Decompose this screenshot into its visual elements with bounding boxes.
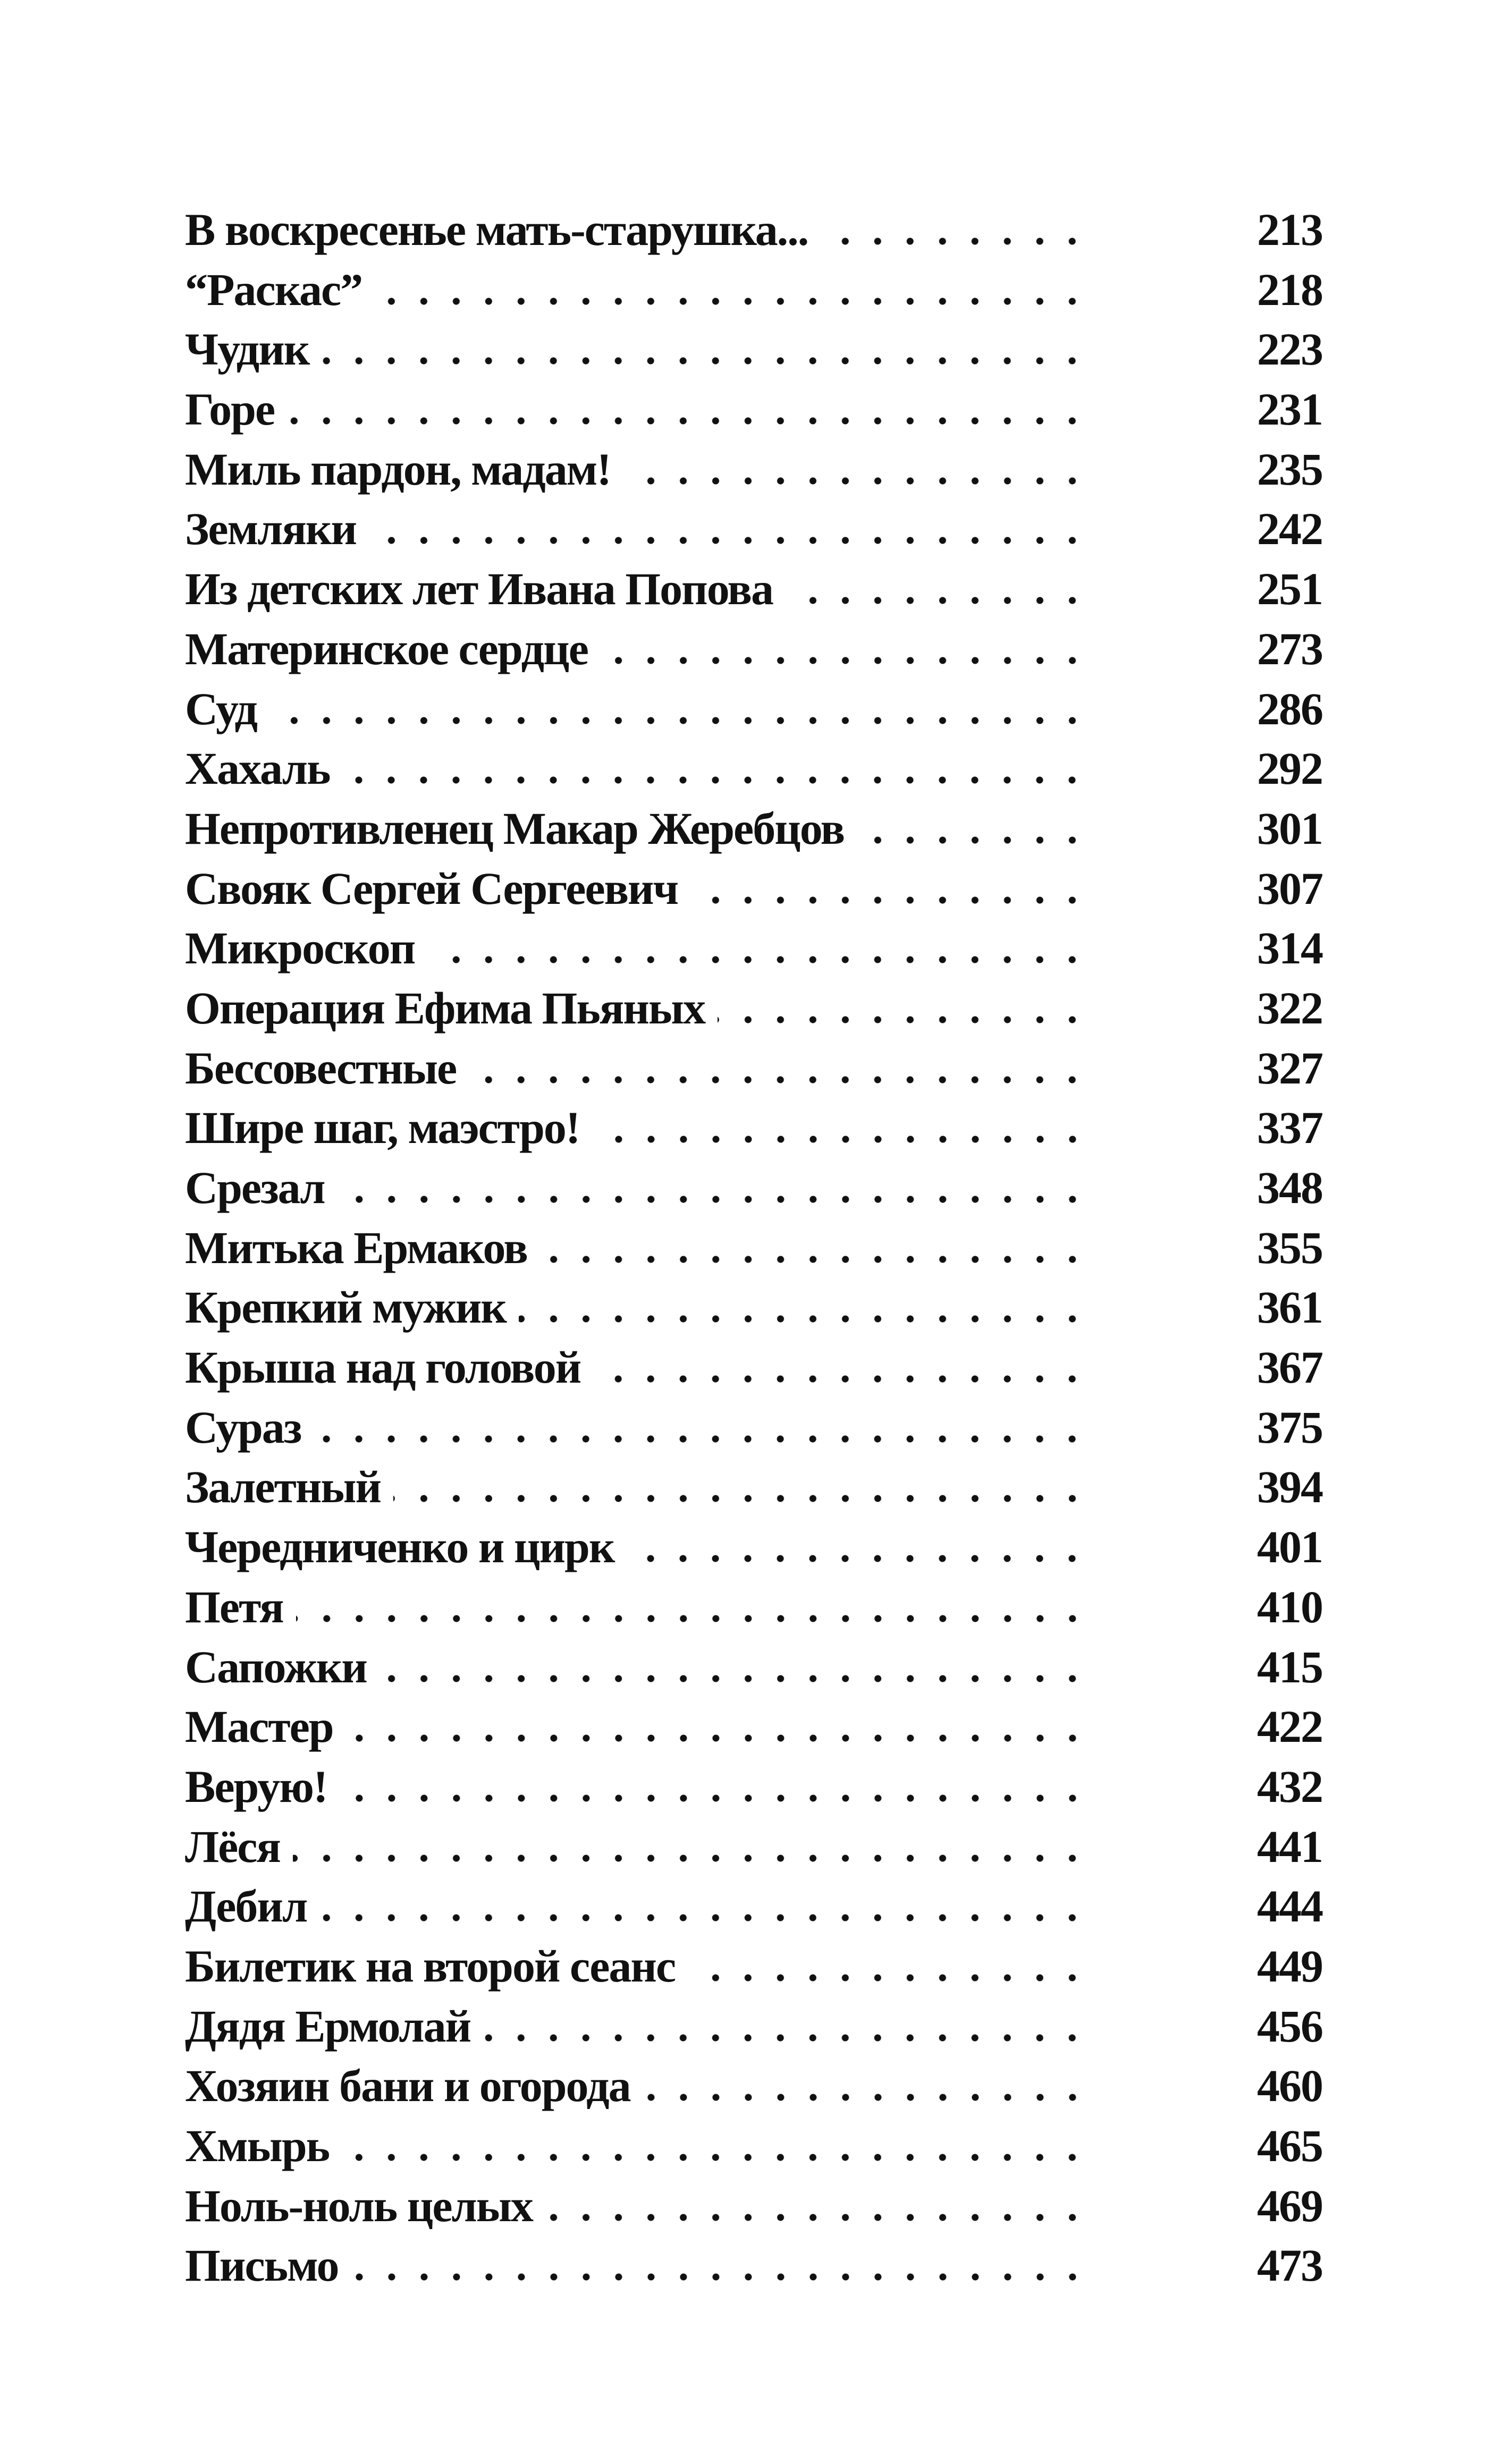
dot-leader [593,1375,1089,1383]
dot-leader [601,657,1089,664]
table-of-contents [185,203,1322,2299]
toc-entry-title: Дебил [185,1881,307,1932]
toc-entry-title: Свояк Сергей Сергеевич [185,862,678,914]
toc-entry [185,1640,1322,1700]
toc-entry-page-number: 460 [1257,2060,1322,2112]
toc-entry [185,1341,1322,1401]
toc-entry [185,1042,1322,1102]
toc-entry [185,263,1322,323]
dot-leader [393,1495,1089,1502]
toc-entry-title: Верую! [185,1760,327,1812]
toc-entry [185,2059,1322,2119]
toc-entry-title: Хахаль [185,743,330,794]
dot-leader [540,1256,1089,1263]
toc-entry-page-number: 444 [1257,1881,1322,1932]
toc-entry [185,323,1322,383]
toc-entry-page-number: 441 [1257,1821,1322,1872]
toc-entry-page-number: 242 [1257,503,1322,555]
dot-leader [314,1435,1089,1443]
toc-entry [185,1580,1322,1640]
dot-leader [593,1136,1089,1143]
toc-entry-title: Митька Ермаков [185,1222,527,1273]
toc-entry [185,502,1322,562]
dot-leader [342,776,1089,784]
toc-entry-title: Билетик на второй сеанс [185,1940,676,1992]
toc-entry [185,2239,1322,2299]
toc-entry-page-number: 292 [1257,743,1322,794]
dot-leader [287,417,1089,425]
toc-entry-page-number: 273 [1257,623,1322,674]
toc-entry-page-number: 218 [1257,264,1322,315]
toc-entry-title: Лёся [185,1821,280,1872]
toc-entry-page-number: 361 [1257,1282,1322,1333]
dot-leader [483,2034,1089,2042]
dot-leader [338,1196,1089,1203]
toc-entry-title: Чередниченко и цирк [185,1521,614,1573]
dot-leader [857,836,1089,844]
dot-leader [627,1555,1089,1562]
dot-leader [342,2154,1089,2161]
toc-entry-title: Бессовестные [185,1042,457,1094]
dot-leader [623,477,1089,485]
toc-entry-page-number: 473 [1257,2240,1322,2291]
toc-entry-page-number: 251 [1257,563,1322,615]
toc-entry-page-number: 465 [1257,2120,1322,2171]
dot-leader [519,1315,1089,1323]
toc-entry-page-number: 337 [1257,1102,1322,1154]
toc-entry [185,562,1322,622]
dot-leader [545,2214,1089,2221]
toc-entry-page-number: 415 [1257,1641,1322,1692]
toc-entry [185,981,1322,1042]
toc-entry-page-number: 367 [1257,1342,1322,1393]
toc-entry [185,742,1322,802]
toc-entry [185,1940,1322,2000]
toc-entry [185,1161,1322,1221]
toc-entry-page-number: 223 [1257,324,1322,375]
dot-leader [369,537,1089,544]
toc-entry-page-number: 301 [1257,802,1322,854]
dot-leader [293,1855,1089,1862]
toc-entry [185,443,1322,503]
dot-leader [643,2094,1089,2101]
toc-entry-page-number: 401 [1257,1521,1322,1573]
dot-leader [322,357,1089,365]
toc-entry-page-number: 449 [1257,1940,1322,1992]
toc-entry-page-number: 322 [1257,982,1322,1034]
dot-leader [690,896,1089,904]
toc-entry-title: Срезал [185,1162,325,1213]
toc-entry-title: Материнское сердце [185,623,588,674]
dot-leader [688,1974,1089,1982]
toc-entry [185,2000,1322,2060]
dot-leader [296,1615,1089,1622]
toc-entry-title: В воскресенье мать-старушка... [185,204,808,255]
toc-entry-title: Суд [185,683,257,734]
toc-entry-title: Миль пардон, мадам! [185,443,611,495]
toc-entry [185,1520,1322,1580]
toc-entry [185,1820,1322,1880]
toc-entry-page-number: 327 [1257,1042,1322,1094]
toc-entry [185,622,1322,682]
toc-entry [185,1401,1322,1461]
toc-entry-page-number: 307 [1257,862,1322,914]
toc-entry-title: Чудик [185,324,309,375]
toc-entry-title: Дядя Ермолай [185,2000,471,2052]
toc-entry-title: “Раскас” [185,264,362,315]
dot-leader [319,1914,1089,1921]
toc-entry [185,921,1322,981]
toc-entry-title: Хозяин бани и огорода [185,2060,630,2112]
toc-entry-title: Крыша над головой [185,1342,581,1393]
toc-entry-title: Петя [185,1581,283,1632]
toc-entry-title: Сураз [185,1401,301,1453]
toc-entry-title: Шире шаг, маэстро! [185,1102,580,1154]
toc-entry-title: Залетный [185,1461,381,1513]
toc-entry-title: Письмо [185,2240,339,2291]
dot-leader [351,2273,1089,2281]
toc-entry-title: Крепкий мужик [185,1282,506,1333]
dot-leader [786,597,1089,604]
toc-entry-title: Операция Ефима Пьяных [185,982,705,1034]
dot-leader [346,1734,1089,1742]
toc-entry [185,2179,1322,2239]
dot-leader [269,717,1089,724]
toc-entry-page-number: 348 [1257,1162,1322,1213]
dot-leader [718,1016,1089,1023]
toc-entry-page-number: 410 [1257,1581,1322,1632]
toc-entry [185,1460,1322,1520]
toc-entry-title: Горе [185,384,275,435]
toc-entry-page-number: 286 [1257,683,1322,734]
toc-entry [185,682,1322,742]
dot-leader [821,238,1089,245]
dot-leader [427,956,1089,963]
toc-entry [185,2119,1322,2179]
toc-entry-title: Сапожки [185,1641,367,1692]
toc-entry-title: Из детских лет Ивана Попова [185,563,773,615]
toc-entry-page-number: 213 [1257,204,1322,255]
toc-entry-page-number: 422 [1257,1701,1322,1752]
dot-leader [375,298,1089,305]
toc-entry-page-number: 456 [1257,2000,1322,2052]
dot-leader [379,1675,1089,1682]
toc-entry [185,383,1322,443]
toc-entry-page-number: 355 [1257,1222,1322,1273]
toc-entry-title: Ноль-ноль целых [185,2180,533,2231]
toc-entry [185,1879,1322,1940]
toc-entry [185,1700,1322,1760]
toc-entry-title: Непротивленец Макар Жеребцов [185,802,845,854]
toc-entry-page-number: 432 [1257,1760,1322,1812]
toc-entry-page-number: 235 [1257,443,1322,495]
toc-entry-page-number: 314 [1257,922,1322,974]
toc-entry-title: Хмырь [185,2120,330,2171]
toc-entry [185,802,1322,862]
toc-entry-title: Микроскоп [185,922,415,974]
toc-entry [185,1101,1322,1161]
toc-entry [185,1760,1322,1820]
toc-entry [185,1221,1322,1281]
toc-entry-page-number: 469 [1257,2180,1322,2231]
toc-entry [185,862,1322,922]
toc-entry-page-number: 375 [1257,1401,1322,1453]
toc-entry [185,1281,1322,1341]
dot-leader [469,1076,1089,1083]
toc-entry-page-number: 394 [1257,1461,1322,1513]
toc-entry-title: Мастер [185,1701,333,1752]
toc-entry-page-number: 231 [1257,384,1322,435]
toc-entry-title: Земляки [185,503,357,555]
toc-entry [185,203,1322,263]
dot-leader [340,1794,1089,1802]
